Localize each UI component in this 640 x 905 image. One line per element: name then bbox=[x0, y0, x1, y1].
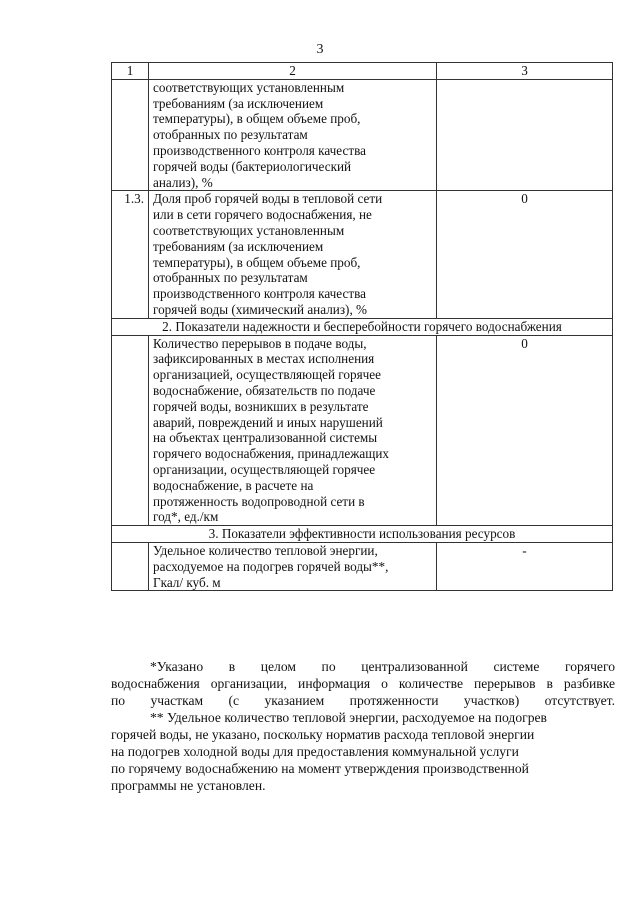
section-title: 3. Показатели эффективности использования ресурсов bbox=[112, 526, 613, 543]
table-row bbox=[112, 542, 613, 590]
row-number bbox=[112, 79, 149, 191]
row-text: соответствующих установленным требованиям (за исключением температуры), в общем объеме проб, отобранных по результатам производственного контроля качества горячей воды (бактериологический анализ), % bbox=[149, 79, 437, 191]
footnotes bbox=[111, 658, 615, 794]
table-row bbox=[112, 191, 613, 318]
table-header-row bbox=[112, 63, 613, 80]
row-number bbox=[112, 542, 149, 590]
section-row bbox=[112, 526, 613, 543]
table-row bbox=[112, 335, 613, 526]
table-row bbox=[112, 79, 613, 191]
footnote-2: ** Удельное количество тепловой энергии, расходуемое на подогрев горячей воды, не указано, поскольку норматив расхода тепловой энергии на подогрев холодной воды для предоставления коммунальной услуги по горячему водоснабжению на момент утверждения производственной программы не установлен. bbox=[111, 710, 547, 793]
row-number: 1.3. bbox=[112, 191, 149, 318]
row-number bbox=[112, 335, 149, 526]
row-value: 0 bbox=[437, 335, 613, 526]
header-col-1: 1 bbox=[112, 63, 149, 80]
indicators-table bbox=[111, 62, 613, 591]
page-number: 3 bbox=[316, 42, 324, 57]
section-row bbox=[112, 318, 613, 335]
row-text: Доля проб горячей воды в тепловой сети или в сети горячего водоснабжения, не соответствующих установленным требованиям (за исключением температуры), в общем объеме проб, отобранных по результатам производственного контроля качества горячей воды (химический анализ), % bbox=[149, 191, 437, 318]
row-value: - bbox=[437, 542, 613, 590]
header-col-2: 2 bbox=[149, 63, 437, 80]
header-col-3: 3 bbox=[437, 63, 613, 80]
section-title: 2. Показатели надежности и бесперебойности горячего водоснабжения bbox=[112, 318, 613, 335]
row-text: Количество перерывов в подаче воды, зафиксированных в местах исполнения организацией, осуществляющей горячее водоснабжение, обязательств по подаче горячей воды, возникших в результате аварий, повреждений и иных нарушений на объектах централизованной системы горячего водоснабжения, принадлежащих организации, осуществляющей горячее водоснабжение, в расчете на протяженность водопроводной сети в год*, ед./км bbox=[149, 335, 437, 526]
row-text: Удельное количество тепловой энергии, расходуемое на подогрев горячей воды**, Гкал/ куб. м bbox=[149, 542, 437, 590]
row-value: 0 bbox=[437, 191, 613, 318]
footnote-1: *Указано в целом по централизованной системе горячего водоснабжения организации, информация о количестве перерывов в разбивке по участкам (с указанием протяженности участков) отсутствует. bbox=[111, 659, 615, 708]
row-value bbox=[437, 79, 613, 191]
